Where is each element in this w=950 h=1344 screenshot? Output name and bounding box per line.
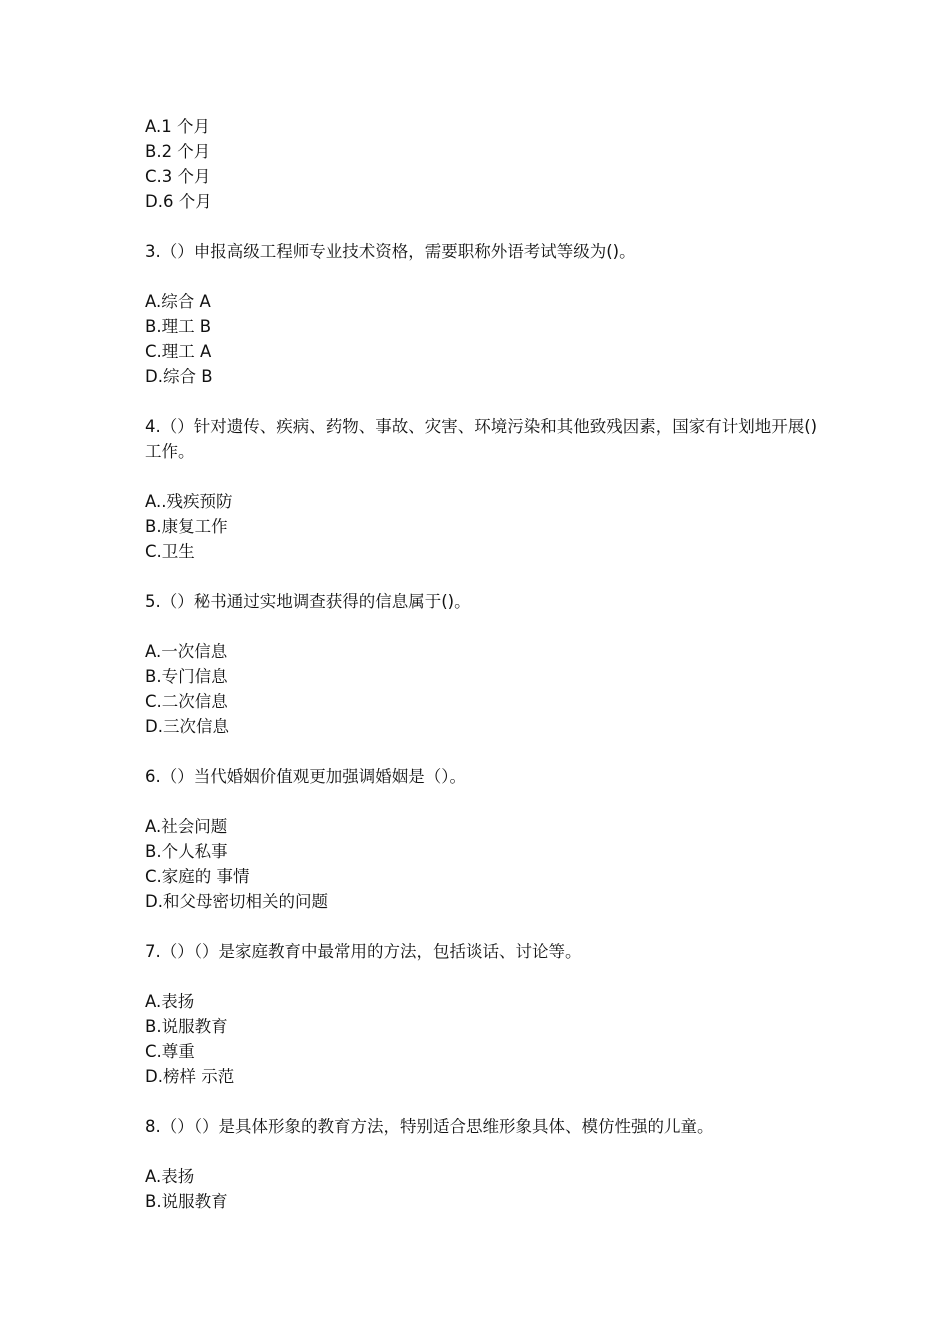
option-c: C.家庭的 事情 bbox=[145, 867, 250, 886]
question-text: 6.（）当代婚姻价值观更加强调婚姻是（）。 bbox=[145, 767, 466, 786]
option-b: B.说服教育 bbox=[145, 1192, 228, 1211]
option-a: A.一次信息 bbox=[145, 642, 228, 661]
previous-question-options bbox=[145, 114, 825, 214]
option-a: A.1 个月 bbox=[145, 117, 210, 136]
question-text: 7.（）（）是家庭教育中最常用的方法，包括谈话、讨论等。 bbox=[145, 942, 582, 961]
option-b: B.说服教育 bbox=[145, 1017, 228, 1036]
question-list bbox=[145, 114, 825, 1214]
option-c: C.理工 A bbox=[145, 342, 212, 361]
option-a: A.表扬 bbox=[145, 1167, 195, 1186]
option-a: A..残疾预防 bbox=[145, 492, 233, 511]
question-text: 5.（）秘书通过实地调查获得的信息属于()。 bbox=[145, 592, 471, 611]
option-c: C.尊重 bbox=[145, 1042, 195, 1061]
question-4 bbox=[145, 414, 825, 564]
option-d: D.榜样 示范 bbox=[145, 1067, 235, 1086]
option-b: B.康复工作 bbox=[145, 517, 228, 536]
option-b: B.专门信息 bbox=[145, 667, 228, 686]
option-d: D.和父母密切相关的问题 bbox=[145, 892, 328, 911]
question-5 bbox=[145, 589, 825, 739]
option-b: B.2 个月 bbox=[145, 142, 211, 161]
option-c: C.卫生 bbox=[145, 542, 195, 561]
option-c: C.二次信息 bbox=[145, 692, 228, 711]
option-a: A.综合 A bbox=[145, 292, 211, 311]
option-d: D.综合 B bbox=[145, 367, 213, 386]
option-c: C.3 个月 bbox=[145, 167, 211, 186]
question-text: 3.（）申报高级工程师专业技术资格，需要职称外语考试等级为()。 bbox=[145, 242, 636, 261]
question-7 bbox=[145, 939, 825, 1089]
option-b: B.理工 B bbox=[145, 317, 212, 336]
question-6 bbox=[145, 764, 825, 914]
option-d: D.6 个月 bbox=[145, 192, 212, 211]
question-8 bbox=[145, 1114, 825, 1214]
option-d: D.三次信息 bbox=[145, 717, 229, 736]
option-a: A.表扬 bbox=[145, 992, 195, 1011]
question-text: 8.（）（）是具体形象的教育方法，特别适合思维形象具体、模仿性强的儿童。 bbox=[145, 1117, 714, 1136]
question-3 bbox=[145, 239, 825, 389]
option-a: A.社会问题 bbox=[145, 817, 228, 836]
option-b: B.个人私事 bbox=[145, 842, 228, 861]
question-text: 4.（）针对遗传、疾病、药物、事故、灾害、环境污染和其他致残因素，国家有计划地开展()工作。 bbox=[145, 417, 818, 461]
